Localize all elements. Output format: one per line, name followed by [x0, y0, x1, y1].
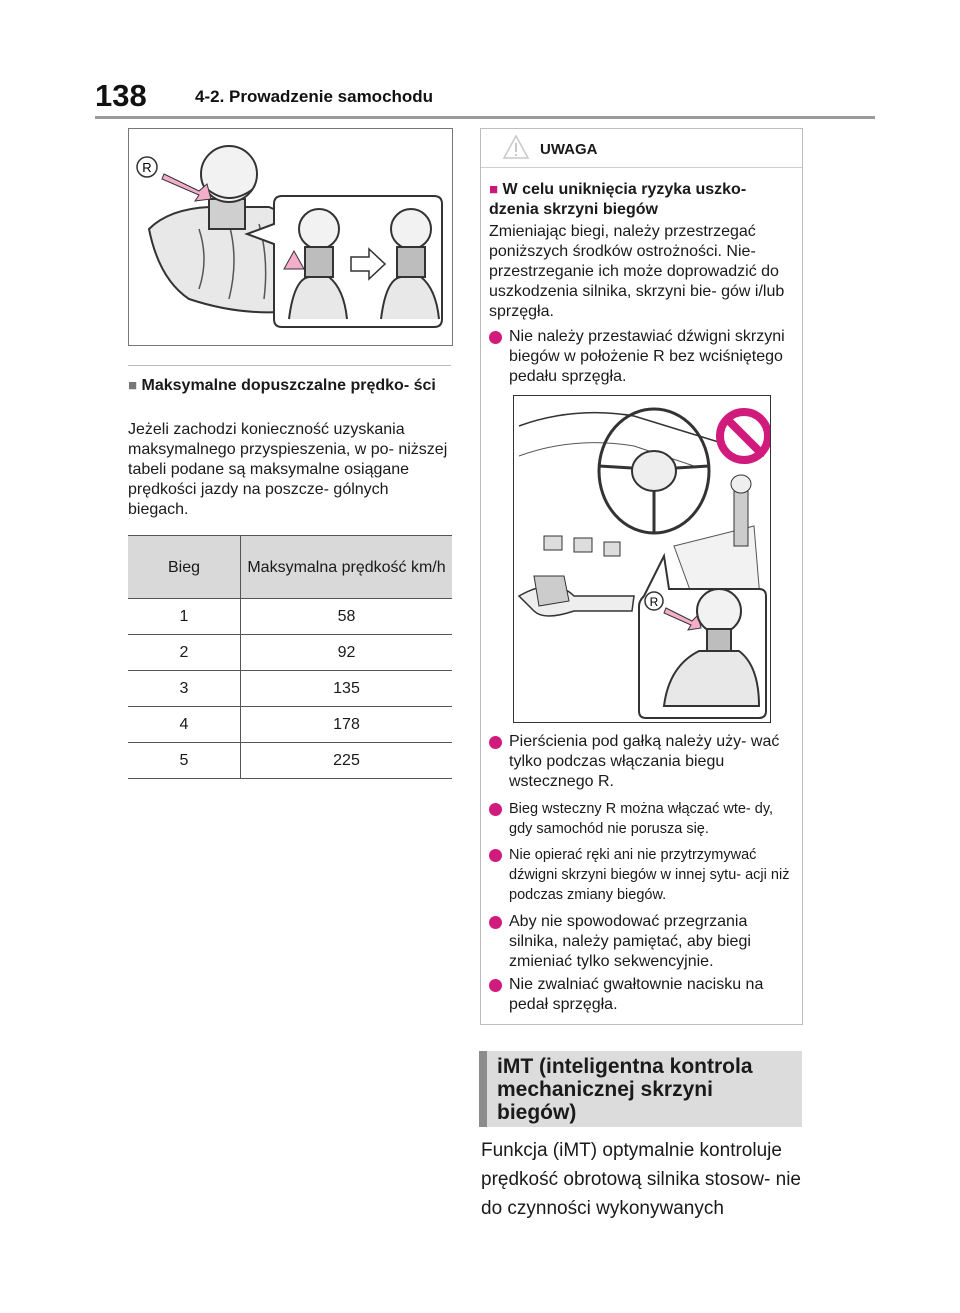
caution-bullet: [489, 799, 794, 839]
caution-bullet: [489, 845, 794, 905]
bullet-dot-icon: [489, 331, 502, 344]
gear-cell: 3: [128, 671, 241, 707]
gearbox-damage-paragraph: Zmieniając biegi, należy przestrzegać poniższych środków ostrożności. Nie- przestrzeganie ich może doprowadzić do uszkodzenia silnika, skrzyni bie- gów i/lub sprzęgła.: [489, 223, 785, 320]
section-divider: [128, 365, 451, 366]
speed-cell: 135: [241, 671, 453, 707]
caution-box: [480, 128, 803, 1025]
speed-cell: 92: [241, 635, 453, 671]
bullet-text: Pierścienia pod gałką należy uży- wać tylko podczas włączania biegu wstecznego R.: [509, 733, 780, 790]
bullet-dot-icon: [489, 916, 502, 929]
speed-cell: 178: [241, 707, 453, 743]
max-speed-heading: [128, 376, 450, 396]
imt-heading: iMT (inteligentna kontrola mechanicznej skrzyni biegów): [497, 1055, 753, 1124]
table-row: [128, 707, 452, 743]
table-row: [128, 635, 452, 671]
max-speed-table: [128, 535, 452, 779]
gear-cell: 2: [128, 635, 241, 671]
imt-heading-box: [479, 1051, 802, 1127]
caution-bullet: [489, 912, 794, 972]
caution-bullet: [489, 327, 794, 387]
bullet-dot-icon: [489, 803, 502, 816]
gearbox-damage-heading-text: W celu uniknięcia ryzyka uszko- dzenia skrzyni biegów: [489, 181, 747, 218]
table-header-speed: Maksymalna prędkość km/h: [241, 536, 453, 599]
bullet-dot-icon: [489, 849, 502, 862]
bullet-text: Aby nie spowodować przegrzania silnika, należy pamiętać, aby biegi zmieniać tylko sekwencyjnie.: [509, 913, 751, 970]
heading-square-marker: ■: [489, 181, 499, 198]
clutch-illustration: [513, 395, 771, 723]
page-header: [95, 78, 875, 118]
caution-header: [481, 129, 802, 168]
header-divider: [95, 116, 875, 119]
bullet-dot-icon: [489, 736, 502, 749]
speed-cell: 58: [241, 599, 453, 635]
reverse-label: R: [649, 595, 659, 609]
gear-cell: 4: [128, 707, 241, 743]
gear-cell: 5: [128, 743, 241, 779]
gear-cell: 1: [128, 599, 241, 635]
max-speed-paragraph: Jeżeli zachodzi konieczność uzyskania maksymalnego przyspieszenia, w po- niższej tabeli podane są maksymalne osiągane prędkości jazdy na poszcze- gólnych biegach.: [128, 421, 448, 518]
gear-lever-drawing: [129, 129, 452, 345]
caution-bullet: [489, 975, 794, 1015]
bullet-text: Bieg wsteczny R można włączać wte- dy, gdy samochód nie porusza się.: [509, 801, 774, 837]
bullet-text: Nie należy przestawiać dźwigni skrzyni biegów w położenie R bez wciśniętego pedału sprzęgła.: [509, 328, 785, 385]
caution-title: UWAGA: [540, 141, 598, 158]
heading-square-marker: ■: [128, 377, 138, 394]
imt-paragraph: Funkcja (iMT) optymalnie kontroluje prędkość obrotową silnika stosow- nie do czynności wykonywanych: [481, 1140, 801, 1219]
gear-lever-illustration: [128, 128, 453, 346]
bullet-text: Nie opierać ręki ani nie przytrzymywać dźwigni skrzyni biegów w innej sytu- acji niż podczas zmiany biegów.: [509, 847, 790, 903]
section-title: 4-2. Prowadzenie samochodu: [195, 87, 434, 106]
table-header-gear: Bieg: [128, 536, 241, 599]
page-number: 138: [95, 78, 147, 113]
table-row: [128, 671, 452, 707]
bullet-dot-icon: [489, 979, 502, 992]
clutch-pedal-drawing: [514, 396, 770, 722]
warning-triangle-icon: [502, 134, 530, 160]
table-header-row: [128, 536, 452, 599]
max-speed-heading-text: Maksymalne dopuszczalne prędko- ści: [141, 377, 436, 394]
table-row: [128, 599, 452, 635]
speed-cell: 225: [241, 743, 453, 779]
caution-bullet: [489, 732, 794, 792]
bullet-text: Nie zwalniać gwałtownie nacisku na pedał sprzęgła.: [509, 976, 764, 1013]
reverse-label: R: [142, 160, 152, 175]
gearbox-damage-heading: [489, 180, 794, 220]
table-row: [128, 743, 452, 779]
